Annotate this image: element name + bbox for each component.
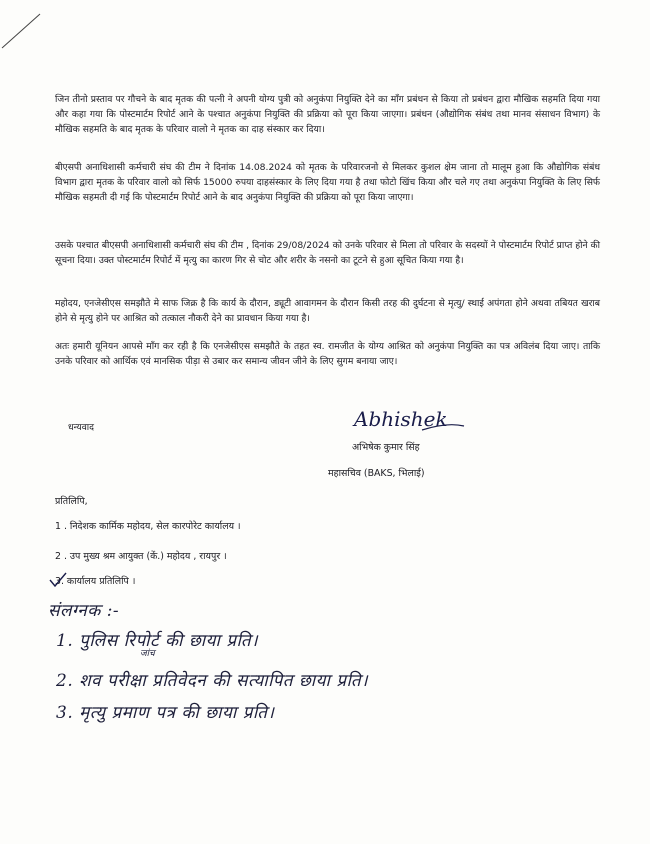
copy-to-item-3: 3. कार्यालय प्रतिलिपि । [55, 576, 136, 587]
check-mark-icon [48, 571, 68, 589]
enclosure-item-2: 2. शव परीक्षा प्रतिवेदन की सत्यापित छाया प्रति। [56, 671, 369, 691]
paragraph-4: महोदय, एनजेसीएस समझौते मे साफ जिक्र है कि कार्य के दौरान, ड्यूटी आवागमन के दौरान किसी तरह की दुर्घटना से मृत्यु/ स्थाई अपंगता होने अथवा तबियत खराब होने से मृत्यु होने पर आश्रित को तत्काल नौकरी देने का प्रावधान किया गया है। [55, 298, 600, 324]
enclosure-insert-note: जांच [140, 649, 155, 659]
signer-title: महासचिव (BAKS, भिलाई) [328, 468, 425, 479]
copy-to-item-1: 1 . निदेशक कार्मिक महोदय, सेल कारपोरेट कार्यालय । [55, 521, 241, 532]
paragraph-1: जिन तीनो प्रस्ताव पर गौचने के बाद मृतक की पत्नी ने अपनी योग्य पुत्री को अनुकंपा नियुक्ति देने का माँग प्रबंधन से किया तो प्रबंधन द्वारा मौखिक सहमति दिया गया और कहा गया कि पोस्टमार्टम रिपोर्ट आने के पश्चात अनुकंपा नियुक्ति की प्रक्रिया को पूरा किया जाएगा। प्रबंधन (औद्योगिक संबंध तथा मानव संसाधन विभाग) के मौखिक सहमति के बाद मृतक के परिवार वालो ने मृतक का दाह संस्कार कर दिया। [55, 94, 600, 135]
svg-text:Abhishek: Abhishek [354, 407, 448, 431]
copy-to-title: प्रतिलिपि, [55, 496, 88, 507]
corner-mark [0, 0, 60, 50]
paragraph-5: अतः हमारी यूनियन आपसे माँग कर रही है कि एनजेसीएस समझौते के तहत स्व. रामजीत के योग्य आश्रित को अनुकंपा नियुक्ति का पत्र अविलंब दिया जाए। ताकि उनके परिवार को आर्थिक एवं मानसिक पीड़ा से उबार कर समान्य जीवन जीने के लिए सुगम बनाया जाए। [55, 341, 600, 367]
enclosures-title: संलग्नक :- [48, 601, 120, 621]
signer-name: अभिषेक कुमार सिंह [352, 442, 420, 453]
copy-to-item-2: 2 . उप मुख्य श्रम आयुक्त (कें.) महोदय , रायपुर । [55, 551, 227, 562]
signature [352, 396, 472, 440]
paragraph-3: उसके पश्चात बीएसपी अनाधिशासी कर्मचारी संघ की टीम , दिनांक 29/08/2024 को उनके परिवार से मिला तो परिवार के सदस्यों ने पोस्टमार्टम रिपोर्ट प्राप्त होने की सूचना दिया। उक्त पोस्टमार्टम रिपोर्ट में मृत्यु का कारण गिर से चोट और शरीर के नसनो का टूटने से हुआ सूचित किया गया है। [55, 240, 600, 266]
closing-thanks: धन्यवाद [68, 422, 95, 433]
enclosure-item-3: 3. मृत्यु प्रमाण पत्र की छाया प्रति। [56, 703, 275, 723]
paragraph-2: बीएसपी अनाधिशासी कर्मचारी संघ की टीम ने दिनांक 14.08.2024 को मृतक के परिवारजनो से मिलकर कुशल क्षेम जाना तो मालूम हुआ कि औद्योगिक संबंध विभाग द्वारा मृतक के परिवार वालो को सिर्फ 15000 रुपया दाहसंस्कार के लिए दिया गया है तथा फोटो खिंच किया और चले गए तथा अनुकंपा नियुक्ति के लिए सिर्फ मौखिक सहमती दी गई कि पोस्टमार्टम रिपोर्ट आने के बाद अनुकंपा नियुक्ति की प्रक्रिया को पूरा किया जाएगा। [55, 162, 600, 203]
enclosure-item-1: 1. पुलिस रिपोर्ट की छाया प्रति। [56, 631, 259, 651]
